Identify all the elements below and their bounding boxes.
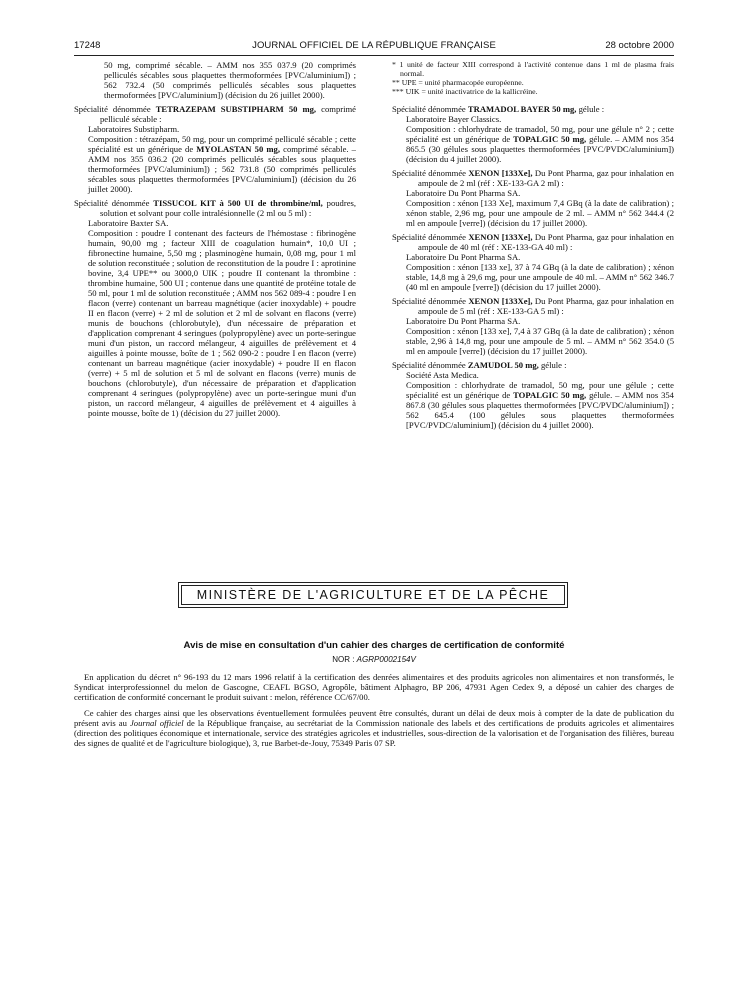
entry-laboratory: Laboratoire Du Pont Pharma SA. <box>406 316 521 326</box>
generic-reference: TOPALGIC 50 mg, <box>513 134 587 144</box>
entry-composition: Composition : xénon [133 xe], 7,4 à 37 GBq (à la date de calibration) ; xénon stable, 2,96 à 14,8 mg, pour une ampoule de 5 ml. – AMM n° 562 354.0 (5 ml en ampoule [verre]) (décision du 17 juillet 2000). <box>406 326 674 356</box>
entry-heading: Spécialité dénommée TISSUCOL KIT à 500 UI de thrombine/ml, poudres, solution et solvant pour colle intralésionnelle (2 ml ou 5 ml) : <box>74 198 356 218</box>
product-name: TISSUCOL KIT à 500 UI de thrombine/ml, <box>153 198 323 208</box>
entry-laboratory: Laboratoires Substipharm. <box>88 124 180 134</box>
entry-composition: Composition : chlorhydrate de tramadol, 50 mg, pour une gélule n° 2 ; cette spécialité est un générique de TOPALGIC 50 mg, gélule. – AMM nos 354 865.5 (30 gélules sous plaquettes thermoformées [PVC/PVDC/aluminium]) (décision du 4 juillet 2000). <box>406 124 674 164</box>
generic-reference: TOPALGIC 50 mg, <box>513 390 587 400</box>
header-rule <box>74 55 674 56</box>
footnote: * 1 unité de facteur XIII correspond à l'activité contenue dans 1 ml de plasma frais normal. <box>392 60 674 78</box>
entry-heading: Spécialité dénommée TETRAZEPAM SUBSTIPHARM 50 mg, comprimé pelliculé sécable : <box>74 104 356 124</box>
notice-body <box>74 672 674 754</box>
ministry-title: MINISTÈRE DE L'AGRICULTURE ET DE LA PÊCHE <box>181 585 565 605</box>
entry-heading: Spécialité dénommée XENON [133Xe], Du Pont Pharma, gaz pour inhalation en ampoule de 40 ml (réf : XE-133-GA 40 ml) : <box>392 232 674 252</box>
page-header <box>74 40 674 54</box>
right-column <box>392 60 674 430</box>
notice-paragraph: En application du décret n° 96-193 du 12 mars 1996 relatif à la certification des denrées alimentaires et des produits agricoles non alimentaires et non transformés, le Syndicat interprofessionnel du melon de Gascogne, CEAFL BGSO, Agropôle, bâtiment Alphagro, BP 206, 47931 Agen Cedex 9, a déposé un cahier des charges de certification de conformité concernant le produit suivant : melon, référence CC/67/00. <box>74 672 674 702</box>
entry-continued-text: 50 mg, comprimé sécable. – AMM nos 355 037.9 (20 comprimés pelliculés sécables sous plaquettes thermoformées [PVC/aluminium]) ; 562 732.4 (50 comprimés pelliculés sécables sous plaquettes thermoformées [PVC/aluminium]) (décision du 26 juillet 2000). <box>104 60 356 100</box>
issue-date: 28 octobre 2000 <box>605 40 674 51</box>
product-name: ZAMUDOL 50 mg, <box>467 360 539 370</box>
entry-heading: Spécialité dénommée XENON [133Xe], Du Pont Pharma, gaz pour inhalation en ampoule de 2 ml (réf : XE-133-GA 2 ml) : <box>392 168 674 188</box>
notice-paragraph: Ce cahier des charges ainsi que les observations éventuellement formulées peuvent être consultés, durant un délai de deux mois à compter de la date de publication du présent avis au Journal officiel de la République française, au secrétariat de la Commission nationale des labels et des certifications de produits agricoles et alimentaires (direction des politiques économique et internationale, service des stratégies agricoles et industrielles, sous-direction de la valorisation et de l'organisation des filières, bureau des signes de qualité et de l'agriculture biologique), 3, rue Barbet-de-Jouy, 75349 Paris 07 SP. <box>74 708 674 748</box>
product-name: XENON [133Xe], <box>468 232 533 242</box>
nor-code: AGRP0002154V <box>356 655 416 664</box>
entry-laboratory: Laboratoire Baxter SA. <box>88 218 169 228</box>
footnote: *** UIK = unité inactivatrice de la kallicréine. <box>392 87 538 96</box>
entry-heading: Spécialité dénommée ZAMUDOL 50 mg, gélule : <box>392 360 567 370</box>
entry-composition: Composition : xénon [133 Xe], maximum 7,4 GBq (à la date de calibration) ; xénon stable, 2,96 mg, pour une ampoule de 2 ml. – AMM n° 562 344.4 (2 ml en ampoule [verre]) (décision du 17 juillet 2000). <box>406 198 674 228</box>
product-name: XENON [133Xe], <box>468 168 533 178</box>
journal-title: JOURNAL OFFICIEL DE LA RÉPUBLIQUE FRANÇAISE <box>252 40 496 51</box>
entry-heading: Spécialité dénommée TRAMADOL BAYER 50 mg, gélule : <box>392 104 605 114</box>
entry-composition: Composition : tétrazépam, 50 mg, pour un comprimé pelliculé sécable ; cette spécialité est un générique de MYOLASTAN 50 mg, comprimé sécable. – AMM nos 355 036.2 (20 comprimés pelliculés sécables sous plaquettes thermoformées [PVC/aluminium]) ; 562 731.8 (50 comprimés pelliculés sécables sous plaquettes thermoformées [PVC/aluminium]) (décision du 26 juillet 2000). <box>88 134 356 194</box>
entry-laboratory: Laboratoire Du Pont Pharma SA. <box>406 252 521 262</box>
notice-title: Avis de mise en consultation d'un cahier des charges de certification de conformité <box>183 640 565 651</box>
left-column <box>74 60 356 418</box>
ministry-box <box>178 582 568 608</box>
entry-composition: Composition : xénon [133 xe], 37 à 74 GBq (à la date de calibration) ; xénon stable, 14,8 mg à 29,6 mg, pour une ampoule de 40 ml. – AMM n° 562 346.7 (40 ml en ampoule [verre]) (décision du 17 juillet 2000). <box>406 262 674 292</box>
page-number: 17248 <box>74 40 101 51</box>
product-name: TETRAZEPAM SUBSTIPHARM 50 mg, <box>155 104 317 114</box>
product-name: TRAMADOL BAYER 50 mg, <box>467 104 577 114</box>
entry-laboratory: Laboratoire Bayer Classics. <box>406 114 502 124</box>
entry-composition: Composition : chlorhydrate de tramadol, 50 mg, pour une gélule ; cette spécialité est un générique de TOPALGIC 50 mg, gélule. – AMM nos 354 867.8 (30 gélules sous plaquettes thermoformées [PVC/PVDC/aluminium]) ; 562 645.4 (100 gélules sous plaquettes thermoformées [PVC/PVDC/aluminium]) (décision du 4 juillet 2000). <box>406 380 674 430</box>
entry-laboratory: Laboratoire Du Pont Pharma SA. <box>406 188 521 198</box>
footnote: ** UPE = unité pharmacopée européenne. <box>392 78 524 87</box>
nor-reference <box>74 655 674 664</box>
entry-composition: Composition : poudre I contenant des facteurs de l'hémostase : fibrinogène humain, 90,00 mg ; facteur XIII de coagulation humain*, 10,0 UI ; fibronectine humaine, 5,50 mg ; plasminogène humain, 0,08 mg, pour 1 ml de solution reconstituée ; solution de reconstitution de la poudre I : aprotinine bovine, 3,4 UPE** ou 3000,0 UIK ; poudre II contenant la thrombine : thrombine humaine, 500 UI ; contenue dans une quantité de protéine totale de 50 ml, pour 1 ml de solution reconstituée ; AMM nos 562 089-4 : poudre I en flacon (verre) contenant un barreau magnétique (acier inoxydable) + poudre II en flacon (verre) + 2 ml de solution et 2 ml de solvant en flacons (verre) munis de bouchons (chlorobutyle), d'un nécessaire de préparation et d'application comprenant 4 seringues (polypropylène) avec un porte-seringue muni d'un piston, un raccord mélangeur, 4 aiguilles de prélèvement et 4 aiguilles à pointe mousse, boîte de 1 ; 562 090-2 : poudre I en flacon (verre) contenant un barreau magnétique (acier inoxydable) + poudre II en flacon (verre) + 5 ml de solution et 5 ml de solvant en flacons (verre) munis de bouchons (chlorobutyle), d'un nécessaire de préparation et d'application comprenant 4 seringues (polypropylène) avec un porte-seringue muni d'un piston, un raccord mélangeur, 4 aiguilles de prélèvement et 4 aiguilles à pointe mousse, boîte de 1) (décision du 27 juillet 2000). <box>88 228 356 418</box>
product-name: XENON [133Xe], <box>468 296 533 306</box>
entry-heading: Spécialité dénommée XENON [133Xe], Du Pont Pharma, gaz pour inhalation en ampoule de 5 ml (réf : XE-133-GA 5 ml) : <box>392 296 674 316</box>
generic-reference: MYOLASTAN 50 mg, <box>196 144 280 154</box>
journal-name: Journal officiel <box>129 718 184 728</box>
entry-laboratory: Société Asta Medica. <box>406 370 479 380</box>
nor-label: NOR : <box>332 655 355 664</box>
